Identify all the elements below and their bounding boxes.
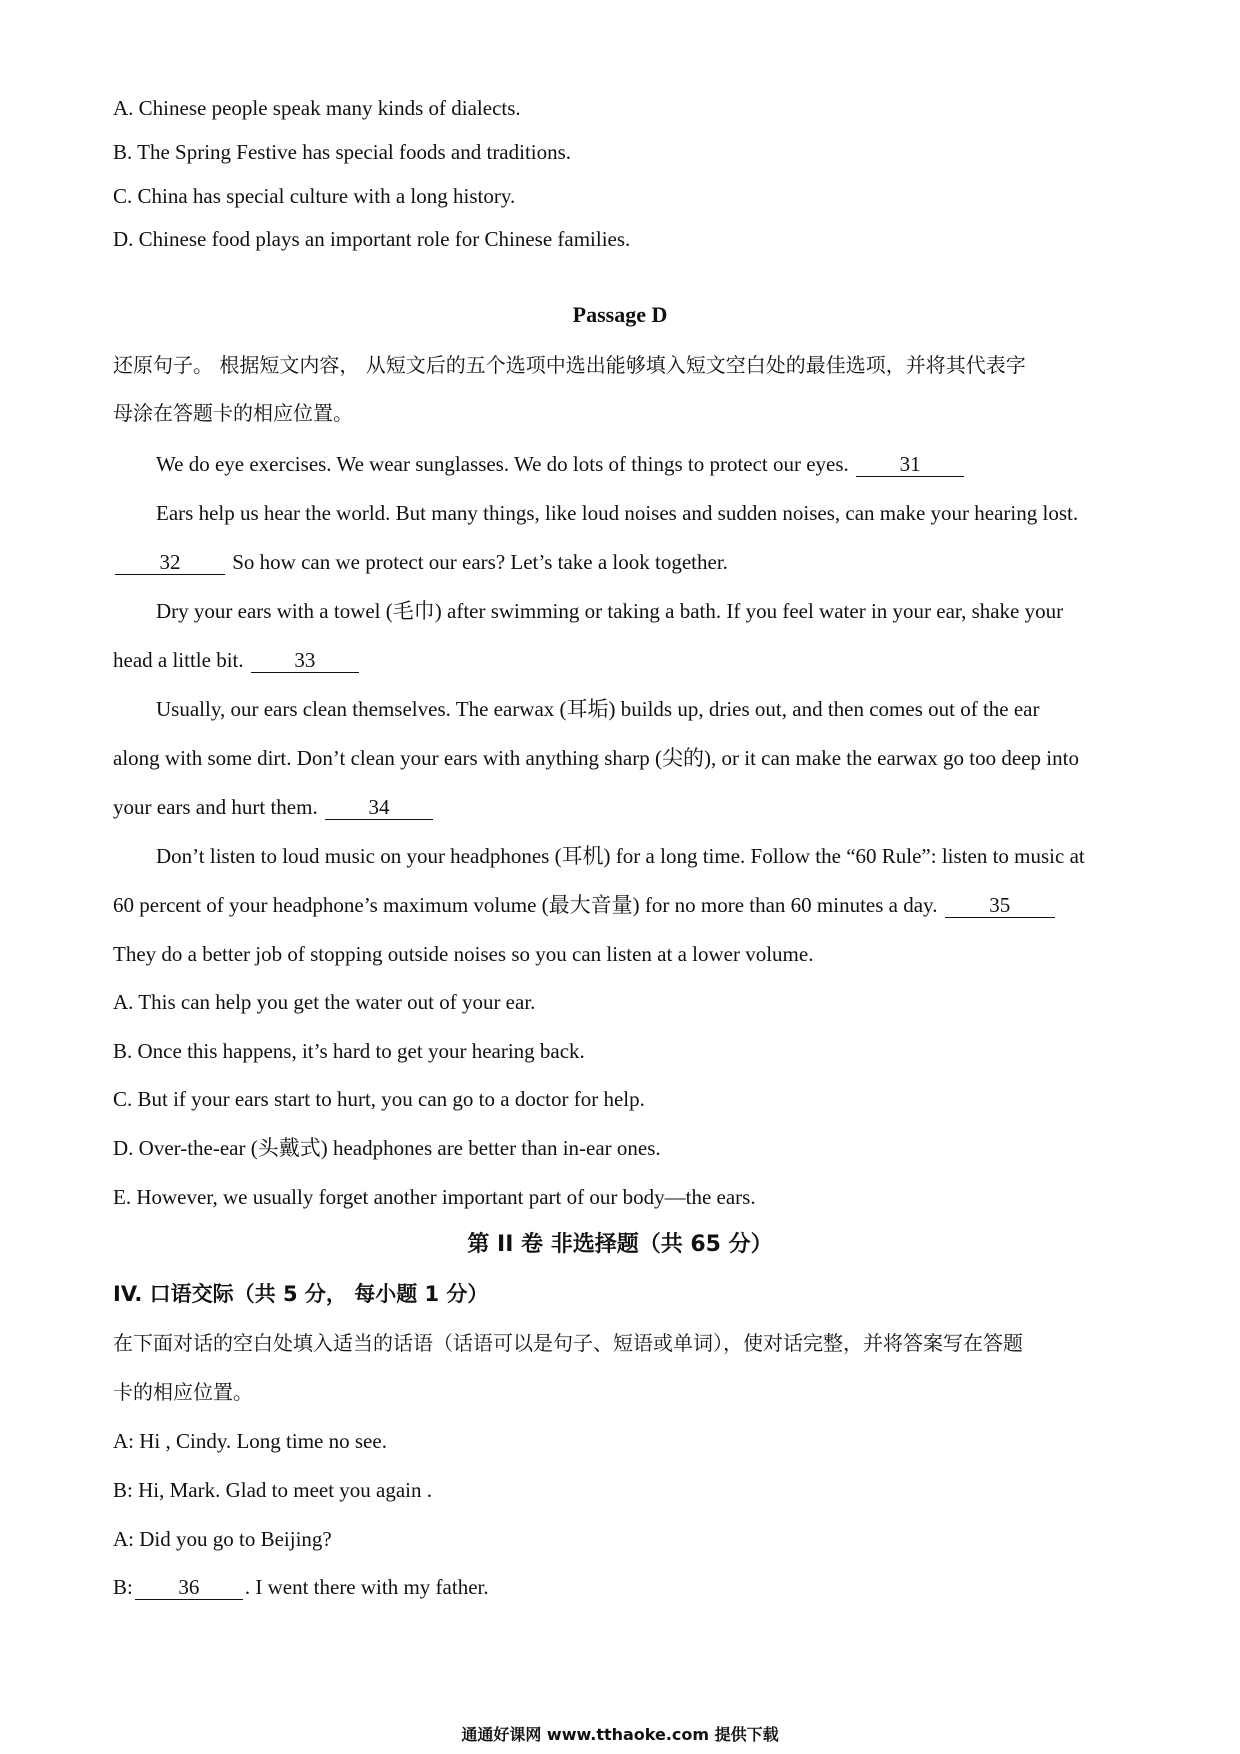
- dialogue-line-3: A: Did you go to Beijing?: [113, 1527, 332, 1551]
- part-2-instruction-1: 在下面对话的空白处填入适当的话语（话语可以是句子、短语或单词），使对话完整，并将答案写在答题: [113, 1331, 1023, 1355]
- paragraph-4-line-1: Usually, our ears clean themselves. The earwax (耳垢) builds up, dries out, and then comes out of the ear: [156, 697, 1040, 721]
- prev-option-a: A. Chinese people speak many kinds of dialects.: [113, 96, 521, 120]
- dialogue-line-4-suffix: . I went there with my father.: [244, 1575, 489, 1599]
- paragraph-1: [156, 449, 1181, 479]
- prev-option-d: D. Chinese food plays an important role for Chinese families.: [113, 227, 631, 251]
- blank-33: 33: [251, 648, 359, 673]
- paragraph-3-line-2: [113, 645, 1138, 675]
- dialogue-line-1: A: Hi , Cindy. Long time no see.: [113, 1429, 387, 1453]
- part-2-title: 第 II 卷 非选择题（共 65 分）: [467, 1232, 773, 1257]
- paragraph-4-line-3-text: your ears and hurt them.: [113, 795, 318, 819]
- option-a: A. This can help you get the water out of your ear.: [113, 990, 536, 1014]
- paragraph-5-line-2-text: 60 percent of your headphone’s maximum volume (最大音量) for no more than 60 minutes a day.: [113, 893, 938, 917]
- blank-36: 36: [135, 1575, 243, 1600]
- paragraph-4-line-3: [113, 792, 1138, 822]
- option-d: D. Over-the-ear (头戴式) headphones are better than in-ear ones.: [113, 1136, 661, 1160]
- paragraph-3-line-1: Dry your ears with a towel (毛巾) after swimming or taking a bath. If you feel water in your ear, shake your: [156, 599, 1064, 623]
- instruction-line-1: 还原句子。 根据短文内容， 从短文后的五个选项中选出能够填入短文空白处的最佳选项，并将其代表字: [113, 353, 1026, 377]
- blank-35: 35: [945, 893, 1055, 918]
- dialogue-line-2: B: Hi, Mark. Glad to meet you again .: [113, 1478, 433, 1502]
- part-2-instruction-2: 卡的相应位置。: [113, 1380, 253, 1404]
- section-title: IV. 口语交际（共 5 分， 每小题 1 分）: [113, 1282, 489, 1306]
- instruction-line-2: 母涂在答题卡的相应位置。: [113, 401, 353, 425]
- paragraph-3-line-2-text: head a little bit.: [113, 648, 244, 672]
- paragraph-5-line-2: [113, 890, 1138, 920]
- paragraph-5-line-1: Don’t listen to loud music on your headphones (耳机) for a long time. Follow the “60 Rule”: listen to music at: [156, 844, 1085, 868]
- paragraph-1-text: We do eye exercises. We wear sunglasses. We do lots of things to protect our eyes.: [156, 452, 849, 476]
- option-e: E. However, we usually forget another important part of our body—the ears.: [113, 1185, 756, 1209]
- paragraph-2-line-2: [113, 547, 1138, 577]
- dialogue-line-4-prefix: B:: [113, 1575, 133, 1599]
- passage-title: Passage D: [572, 302, 668, 327]
- blank-31: 31: [856, 452, 964, 477]
- option-b: B. Once this happens, it’s hard to get your hearing back.: [113, 1039, 585, 1063]
- paragraph-2-line-2-text: So how can we protect our ears? Let’s take a look together.: [232, 550, 728, 574]
- blank-32: 32: [115, 550, 225, 575]
- paragraph-5-line-3: They do a better job of stopping outside noises so you can listen at a lower volume.: [113, 942, 814, 966]
- dialogue-line-4: [113, 1572, 1138, 1602]
- prev-option-b: B. The Spring Festive has special foods and traditions.: [113, 140, 572, 164]
- paragraph-4-line-2: along with some dirt. Don’t clean your ears with anything sharp (尖的), or it can make the earwax go too deep into: [113, 746, 1079, 770]
- prev-option-c: C. China has special culture with a long history.: [113, 184, 516, 208]
- paragraph-2-line-1: Ears help us hear the world. But many things, like loud noises and sudden noises, can make your hearing lost.: [156, 501, 1079, 525]
- blank-34: 34: [325, 795, 433, 820]
- footer-watermark: 通通好课网 www.tthaoke.com 提供下载: [461, 1725, 779, 1744]
- option-c: C. But if your ears start to hurt, you can go to a doctor for help.: [113, 1087, 645, 1111]
